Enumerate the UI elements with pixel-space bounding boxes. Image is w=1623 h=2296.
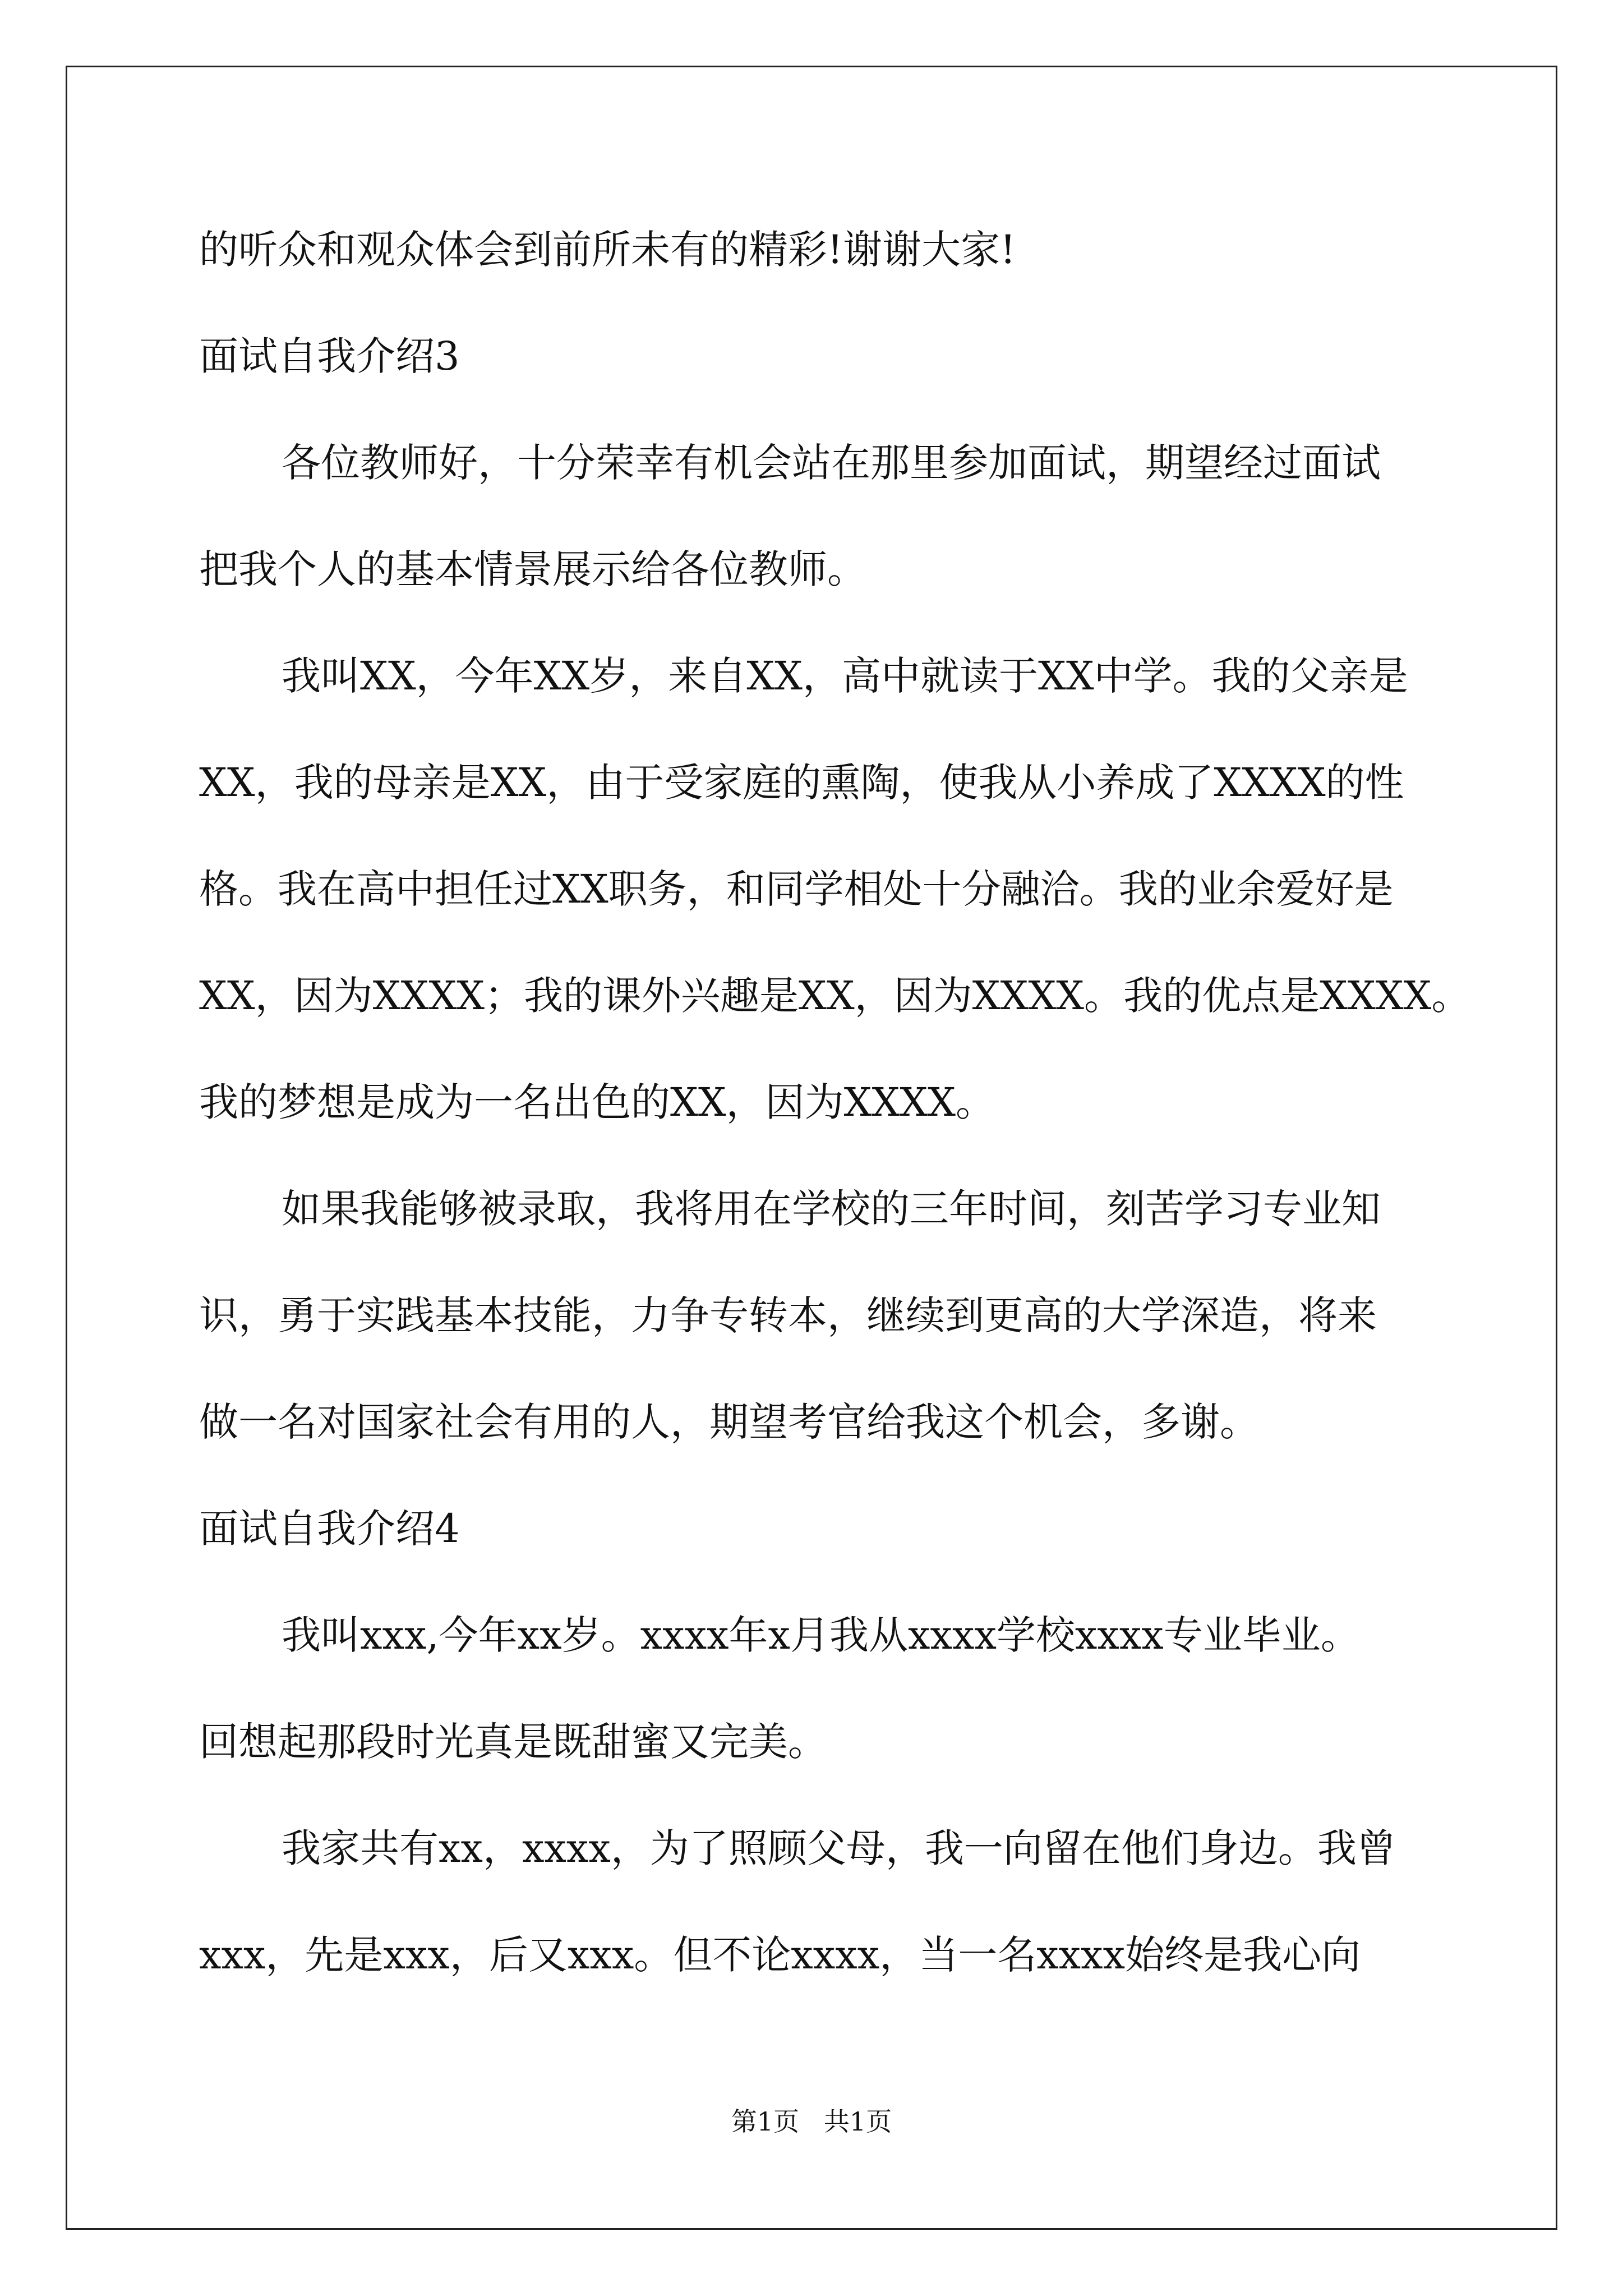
text-line: 我叫xxx,今年xx岁。xxxx年x月我从xxxx学校xxxx专业毕业。 [282,1612,1360,1658]
text-line: 我叫XX，今年XX岁，来自XX，高中就读于XX中学。我的父亲是 [282,653,1408,699]
text-line: 做一名对国家社会有用的人，期望考官给我这个机会，多谢。 [199,1399,1259,1445]
text-line: XX，因为XXXX；我的课外兴趣是XX，因为XXXX。我的优点是XXXX。 [199,973,1471,1019]
text-line: 识，勇于实践基本技能，力争专转本，继续到更高的大学深造，将来 [199,1292,1377,1338]
text-line: 格。我在高中担任过XX职务，和同学相处十分融洽。我的业余爱好是 [199,866,1394,912]
text-line: 各位教师好，十分荣幸有机会站在那里参加面试，期望经过面试 [282,440,1381,486]
text-line: 我家共有xx，xxxx，为了照顾父母，我一向留在他们身边。我曾 [282,1825,1396,1871]
section-heading: 面试自我介绍3 [199,333,460,379]
text-line: 把我个人的基本情景展示给各位教师。 [199,546,866,592]
text-line: 的听众和观众体会到前所未有的精彩!谢谢大家! [199,227,1016,273]
text-line: 我的梦想是成为一名出色的XX，因为XXXX。 [199,1079,995,1125]
text-line: 回想起那段时光真是既甜蜜又完美。 [199,1719,827,1765]
text-line: 如果我能够被录取，我将用在学校的三年时间，刻苦学习专业知 [282,1186,1381,1232]
page-footer: 第1页 共1页 [731,2106,892,2137]
text-line: XX，我的母亲是XX，由于受家庭的熏陶，使我从小养成了XXXX的性 [199,760,1404,806]
page-border [66,66,1557,2230]
text-line: xxx，先是xxx，后又xxx。但不论xxxx，当一名xxxx始终是我心向 [199,1932,1361,1978]
section-heading: 面试自我介绍4 [199,1506,460,1552]
